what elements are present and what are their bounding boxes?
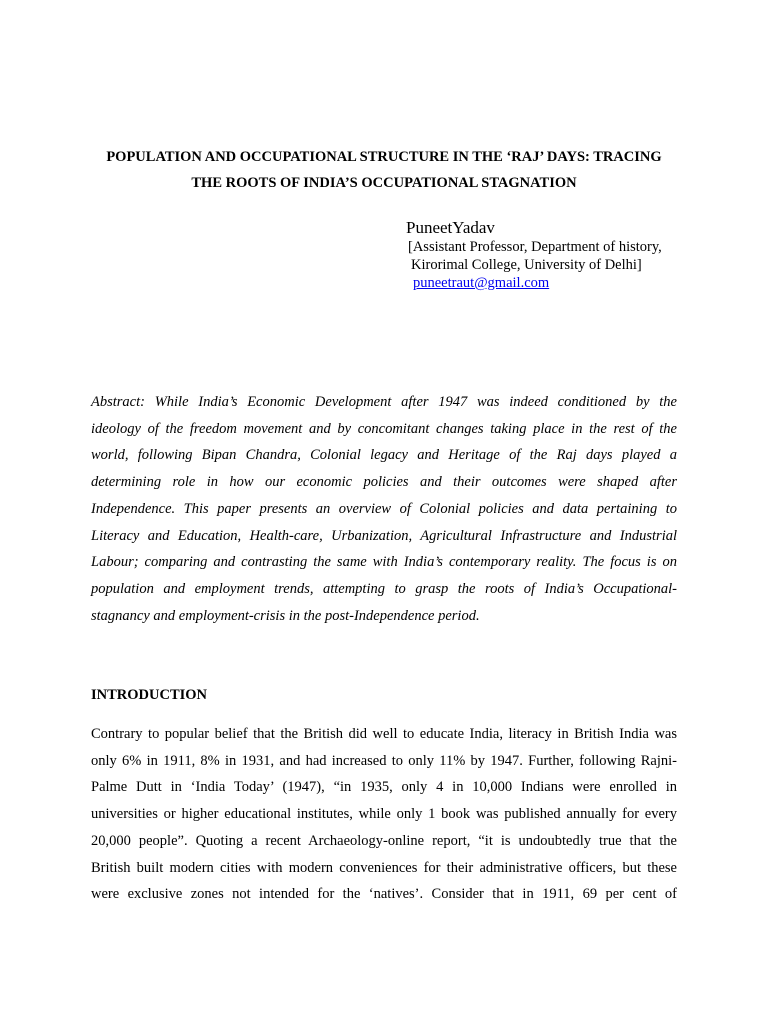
body-line: 20,000 people”. Quoting a recent Archaeology-online report, “it is undoubtedly true that the bbox=[91, 832, 677, 849]
body-line: only 6% in 1911, 8% in 1931, and had increased to only 11% by 1947. Further, following Rajni- bbox=[91, 752, 677, 769]
abstract-line: world, following Bipan Chandra, Colonial legacy and Heritage of the Raj days played a bbox=[91, 447, 677, 464]
body-line: Contrary to popular belief that the British did well to educate India, literacy in British India was bbox=[91, 726, 677, 742]
abstract-line: Labour; comparing and contrasting the same with India’s contemporary reality. The focus is on bbox=[91, 554, 677, 571]
abstract-line: Independence. This paper presents an overview of Colonial policies and data pertaining to bbox=[91, 500, 677, 517]
affiliation-line: Kirorimal College, University of Delhi] bbox=[411, 257, 642, 273]
abstract-line: stagnancy and employment-crisis in the post-Independence period. bbox=[91, 607, 480, 624]
introduction-paragraph bbox=[91, 721, 677, 908]
abstract-line: ideology of the freedom movement and by concomitant changes taking place in the rest of the bbox=[91, 420, 677, 437]
author-email-link[interactable]: puneetraut@gmail.com bbox=[413, 275, 550, 291]
body-line: Palme Dutt in ‘India Today’ (1947), “in 1935, only 4 in 10,000 Indians were enrolled in bbox=[91, 779, 677, 796]
body-line: British built modern cities with modern conveniences for their administrative officers, but these bbox=[91, 859, 677, 876]
author-name: PuneetYadav bbox=[406, 218, 495, 237]
abstract-line: Literacy and Education, Health-care, Urbanization, Agricultural Infrastructure and Industrial bbox=[91, 527, 677, 544]
body-line: universities or higher educational institutes, while only 1 book was published annually for every bbox=[91, 806, 677, 823]
section-heading-introduction: INTRODUCTION bbox=[91, 687, 208, 703]
author-affiliation bbox=[408, 238, 662, 274]
title-line: THE ROOTS OF INDIA’S OCCUPATIONAL STAGNATION bbox=[191, 175, 577, 191]
affiliation-line: [Assistant Professor, Department of history, bbox=[408, 239, 662, 255]
title-line: POPULATION AND OCCUPATIONAL STRUCTURE IN THE ‘RAJ’ DAYS: TRACING bbox=[106, 149, 662, 165]
abstract-line: Abstract: While India’s Economic Development after 1947 was indeed conditioned by the bbox=[91, 394, 677, 410]
abstract-line: population and employment trends, attempting to grasp the roots of India’s Occupational- bbox=[91, 580, 677, 597]
abstract-line: determining role in how our economic policies and their outcomes were shaped after bbox=[91, 474, 677, 491]
abstract bbox=[91, 389, 677, 629]
paper-title bbox=[80, 144, 688, 196]
body-line: were exclusive zones not intended for the ‘natives’. Consider that in 1911, 69 per cent of bbox=[91, 886, 677, 903]
